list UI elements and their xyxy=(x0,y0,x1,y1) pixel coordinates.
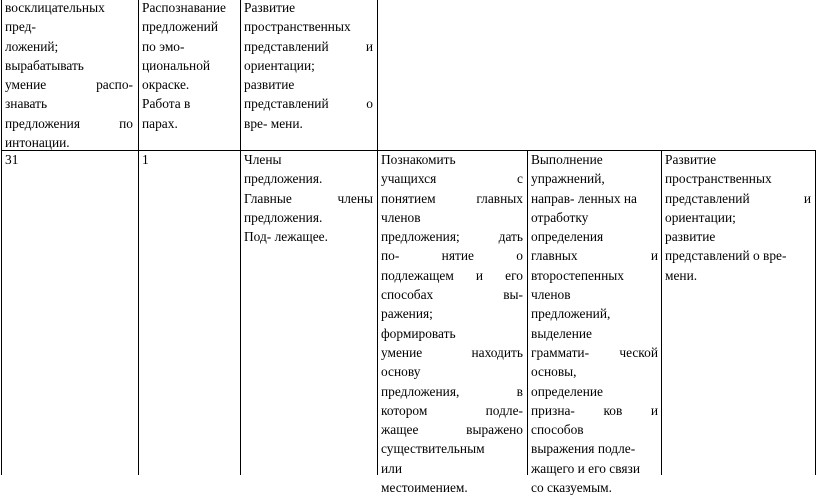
cell-line: ражения; xyxy=(381,306,433,322)
cell-line xyxy=(531,401,658,420)
table-border xyxy=(138,0,139,475)
cell-line-part: и xyxy=(475,267,484,283)
cell-line: предложения. xyxy=(244,209,323,225)
cell-line-part: подлежащем xyxy=(381,267,454,283)
cell-line xyxy=(381,343,523,362)
cell-line: членов xyxy=(381,209,421,225)
cell-line-part: ческой xyxy=(619,344,658,360)
cell-line: предложений, xyxy=(531,306,611,322)
cell-hours xyxy=(142,150,238,169)
cell-line xyxy=(665,189,811,208)
cell-line xyxy=(531,246,658,265)
cell-line xyxy=(381,189,523,208)
cell-line-part: главных xyxy=(476,190,523,206)
cell-line: предложений xyxy=(142,19,219,35)
cell-line-part: и xyxy=(650,402,658,418)
cell-line: существительным xyxy=(381,441,485,457)
cell-line-part: умение xyxy=(381,344,423,360)
cell-line: направ- ленных на xyxy=(531,190,637,206)
cell-line-part: и xyxy=(365,38,373,54)
cell-development-previous xyxy=(244,0,373,133)
table-border xyxy=(377,0,378,475)
cell-line-part: подле- xyxy=(485,402,523,418)
cell-line-part: выражено xyxy=(466,422,523,438)
cell-line: отработку xyxy=(531,209,589,225)
cell-line: Распознавание xyxy=(142,0,226,15)
cell-goals-previous xyxy=(5,0,133,152)
cell-line: ориентации; xyxy=(244,57,315,73)
cell-line xyxy=(381,246,523,265)
cell-line-part: представлений xyxy=(665,190,750,206)
cell-line-part: по- xyxy=(381,248,400,264)
cell-line-part: о xyxy=(516,248,523,264)
cell-line: пред- xyxy=(5,19,36,35)
cell-line-part: дать xyxy=(498,229,523,245)
cell-line: парах. xyxy=(142,115,178,131)
cell-line: членов xyxy=(531,287,571,303)
cell-line: восклицательных xyxy=(5,0,105,15)
cell-line: по эмо- xyxy=(142,38,185,54)
cell-line: вырабатывать xyxy=(5,57,84,73)
cell-activities xyxy=(531,150,658,497)
cell-line: Познакомить xyxy=(381,152,456,167)
cell-activities-previous xyxy=(142,0,238,133)
cell-line xyxy=(381,169,523,188)
table-border xyxy=(527,150,528,475)
cell-topic xyxy=(244,150,373,246)
cell-line xyxy=(531,343,658,362)
cell-line: предложения. xyxy=(244,171,323,187)
cell-line: формировать xyxy=(381,325,456,341)
cell-line-part: с xyxy=(517,171,523,187)
cell-line xyxy=(381,382,523,401)
cell-line: или xyxy=(381,460,403,476)
cell-line: Работа в xyxy=(142,96,191,112)
cell-line-part: находить xyxy=(471,344,523,360)
cell-line-part: способах xyxy=(381,287,434,303)
cell-line-part: нятие xyxy=(441,248,474,264)
cell-line-part: главных xyxy=(531,248,578,264)
cell-line: способов xyxy=(531,422,584,438)
cell-line xyxy=(244,94,373,113)
cell-line xyxy=(5,114,133,133)
cell-line-part: предложения, xyxy=(381,383,460,399)
cell-lesson-number xyxy=(5,150,133,169)
cell-line-part: по xyxy=(119,115,133,131)
cell-line xyxy=(381,266,523,285)
cell-line-part: Главные xyxy=(244,190,292,206)
cell-line-part: в xyxy=(516,383,523,399)
cell-line-part: вы- xyxy=(503,287,523,303)
cell-line-part: предложения; xyxy=(381,229,460,245)
cell-line: второстепенных xyxy=(531,267,624,283)
cell-line: жащего и его связи xyxy=(531,460,641,476)
cell-line: вре- мени. xyxy=(244,115,303,131)
cell-line-part: предложения xyxy=(5,115,80,131)
table-border xyxy=(661,150,662,475)
cell-line xyxy=(381,285,523,304)
cell-line: интонации. xyxy=(5,135,70,151)
cell-line-part: понятием xyxy=(381,190,436,206)
cell-line-part: представлений xyxy=(244,96,329,112)
cell-line-part: и xyxy=(650,248,658,264)
cell-line: циональной xyxy=(142,57,211,73)
cell-line xyxy=(244,37,373,56)
cell-line: Под- лежащее. xyxy=(244,229,328,245)
cell-line: Члены xyxy=(244,152,282,167)
cell-line: развитие xyxy=(244,77,295,93)
cell-line-part: учащихся xyxy=(381,171,437,187)
cell-line: выражения подле- xyxy=(531,441,636,457)
cell-line-part: распо- xyxy=(96,77,133,93)
cell-line: со сказуемым. xyxy=(531,480,612,496)
cell-line: Развитие xyxy=(244,0,296,15)
cell-line: основу xyxy=(381,364,421,380)
cell-line-part: жащее xyxy=(381,422,419,438)
cell-line: 1 xyxy=(142,152,149,167)
cell-line-part: призна- xyxy=(531,402,575,418)
cell-line-part: умение xyxy=(5,77,47,93)
cell-line: Развитие xyxy=(665,152,717,167)
cell-line: ложений; xyxy=(5,38,59,54)
cell-goals xyxy=(381,150,523,497)
table-border xyxy=(1,0,2,475)
cell-line: представлений о вре- xyxy=(665,248,787,264)
cell-line: пространственных xyxy=(665,171,772,187)
cell-line: основы, xyxy=(531,364,577,380)
table-border xyxy=(240,0,241,475)
cell-line xyxy=(5,75,133,94)
cell-line-part: о xyxy=(366,96,373,112)
cell-line: местоимением. xyxy=(381,480,468,496)
cell-line: определения xyxy=(531,229,604,245)
cell-line: окраске. xyxy=(142,77,190,93)
cell-line: 31 xyxy=(5,152,19,167)
cell-line: пространственных xyxy=(244,19,351,35)
cell-line-part: ков xyxy=(603,402,623,418)
cell-line: мени. xyxy=(665,267,698,283)
cell-line xyxy=(381,420,523,439)
cell-line: определение xyxy=(531,383,603,399)
cell-line-part: члены xyxy=(337,190,373,206)
cell-line-part: котором xyxy=(381,402,428,418)
cell-line: знавать xyxy=(5,96,48,112)
cell-line: Выполнение xyxy=(531,152,603,167)
cell-line-part: представлений xyxy=(244,38,329,54)
cell-line: выделение xyxy=(531,325,592,341)
cell-line-part: граммати- xyxy=(531,344,590,360)
cell-line: ориентации; xyxy=(665,209,736,225)
cell-line-part: и xyxy=(803,190,811,206)
cell-line xyxy=(381,227,523,246)
cell-line-part: его xyxy=(505,267,523,283)
cell-line xyxy=(381,401,523,420)
cell-line: упражнений, xyxy=(531,171,605,187)
cell-development xyxy=(665,150,811,285)
cell-line xyxy=(244,189,373,208)
cell-line: развитие xyxy=(665,229,716,245)
